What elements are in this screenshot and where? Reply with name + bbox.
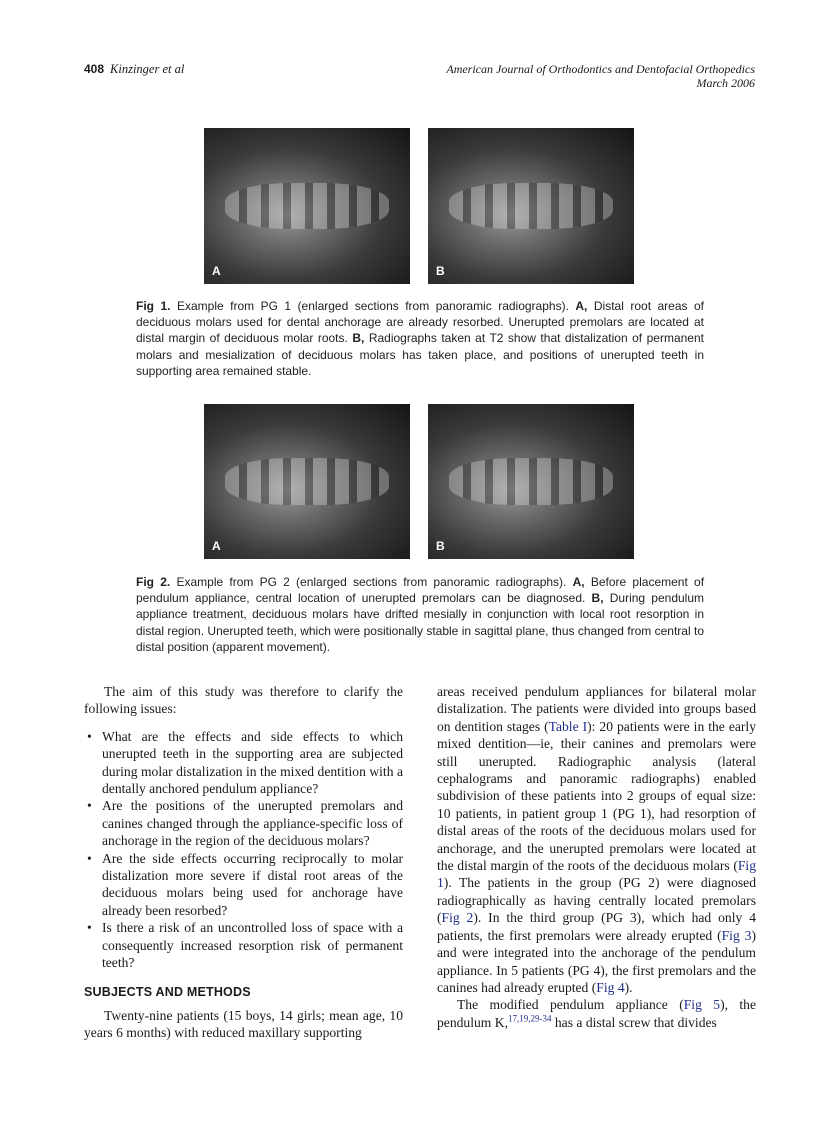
text: ). In the third group (PG 3), which had only 4 patients, the first premolars were already erupted ( bbox=[437, 910, 756, 943]
paragraph: Twenty-nine patients (15 boys, 14 girls; mean age, 10 years 6 months) with reduced maxillary supporting bbox=[84, 1007, 403, 1041]
fig2-panel-a-radiograph bbox=[204, 404, 410, 559]
page-number: 408 bbox=[84, 62, 105, 76]
issues-list bbox=[84, 728, 403, 972]
text: ). The patients in the group (PG 2) were diagnosed radiographically as having centrally located premolars ( bbox=[437, 875, 756, 926]
panel-ref: A, bbox=[575, 299, 588, 313]
paragraph bbox=[437, 683, 756, 996]
panel-ref: A, bbox=[572, 575, 585, 589]
text: has a distal screw that divides bbox=[551, 1014, 717, 1030]
panel-label: B bbox=[436, 539, 445, 553]
right-column bbox=[437, 683, 756, 1031]
caption-text: During pendulum appliance treatment, deciduous molars have drifted mesially in conjunction with local root resorption in distal region. Unerupted teeth, which were positionally stable in sagittal plane, thus changed from central to distal position (apparent movement). bbox=[136, 591, 704, 654]
panel-label: A bbox=[212, 539, 221, 553]
figure-link[interactable]: Fig 1 bbox=[437, 858, 756, 891]
caption-text: Radiographs taken at T2 show that distalization of permanent molars and mesialization of deciduous molars has taken place, and positions of unerupted teeth in supporting area remained stable. bbox=[136, 331, 704, 378]
figure-link[interactable]: Fig 3 bbox=[721, 927, 752, 943]
text: areas received pendulum appliances for bilateral molar distalization. The patients were divided into groups based on dentition stages ( bbox=[437, 684, 756, 734]
fig2-panel-b-radiograph bbox=[428, 404, 634, 559]
authors: Kinzinger et al bbox=[110, 62, 185, 76]
text: ), the pendulum K, bbox=[437, 997, 756, 1030]
fig1-panel-a-radiograph bbox=[204, 128, 410, 284]
fig2-caption bbox=[136, 574, 704, 655]
caption-text: Example from PG 1 (enlarged sections from panoramic radiographs). bbox=[176, 299, 569, 313]
citation-link[interactable]: 17,19,29-34 bbox=[507, 1013, 552, 1024]
text: ). bbox=[624, 979, 633, 995]
panel-ref: B, bbox=[591, 591, 604, 606]
text: The modified pendulum appliance ( bbox=[457, 997, 684, 1013]
panel-ref: B, bbox=[352, 331, 365, 346]
figure-label: Fig 2. bbox=[136, 575, 171, 589]
figure-link[interactable]: Fig 5 bbox=[683, 997, 721, 1013]
caption-text: Before placement of pendulum appliance, central location of unerupted premolars can be diagnosed. bbox=[136, 575, 705, 606]
figure-label: Fig 1. bbox=[136, 299, 171, 313]
text: ): 20 patients were in the early mixed dentition—ie, their canines and premolars were still unerupted. Radiographic analysis (lateral cephalograms and panoramic radiographs) enabled subdivision of these patients into 2 groups of equal size: 10 patients, in patient group 1 (PG 1), had resorption of distal areas of the roots of the deciduous molars used for anchorage, and the unerupted premolars were located at the distal margin of the roots of the deciduous molars ( bbox=[437, 718, 756, 874]
running-header-left bbox=[84, 62, 184, 77]
section-heading: SUBJECTS AND METHODS bbox=[84, 984, 251, 999]
text: ) and were integrated into the anchorage of the pendulum appliance. In 5 patients (PG 4), the first premolars and the canines had already erupted ( bbox=[437, 927, 756, 995]
table-link[interactable]: Table I bbox=[548, 718, 588, 734]
list-item: • Is there a risk of an uncontrolled loss of space with a consequently increased resorption risk of permanent teeth? bbox=[102, 919, 403, 971]
panel-label: A bbox=[212, 264, 221, 278]
caption-text: Example from PG 2 (enlarged sections from panoramic radiographs). bbox=[176, 575, 567, 589]
list-item: • Are the side effects occurring reciprocally to molar distalization more severe if distal root areas of the deciduous molars being used for anchorage have already been resorbed? bbox=[102, 850, 403, 920]
figure-link[interactable]: Fig 4 bbox=[596, 979, 625, 995]
fig1-panel-b-radiograph bbox=[428, 128, 634, 284]
paragraph bbox=[437, 996, 756, 1031]
left-column bbox=[84, 683, 403, 1042]
caption-text: Distal root areas of deciduous molars used for dental anchorage are already resorbed. Unerupted premolars are located at distal margin of deciduous molar roots. bbox=[136, 299, 705, 346]
running-header-right bbox=[446, 62, 755, 90]
journal-title: American Journal of Orthodontics and Dentofacial Orthopedics bbox=[446, 62, 755, 76]
panel-label: B bbox=[436, 264, 445, 278]
figure-link[interactable]: Fig 2 bbox=[441, 910, 474, 926]
issue-date: March 2006 bbox=[696, 76, 755, 90]
list-item: • What are the effects and side effects to which unerupted teeth in the supporting area are subjected during molar distalization in the mixed dentition with a dentally anchored pendulum appliance? bbox=[102, 728, 403, 798]
list-item: • Are the positions of the unerupted premolars and canines changed through the appliance-specific loss of anchorage in the region of the deciduous molars? bbox=[102, 797, 403, 849]
paragraph: The aim of this study was therefore to clarify the following issues: bbox=[84, 684, 403, 717]
fig1-caption bbox=[136, 298, 704, 379]
